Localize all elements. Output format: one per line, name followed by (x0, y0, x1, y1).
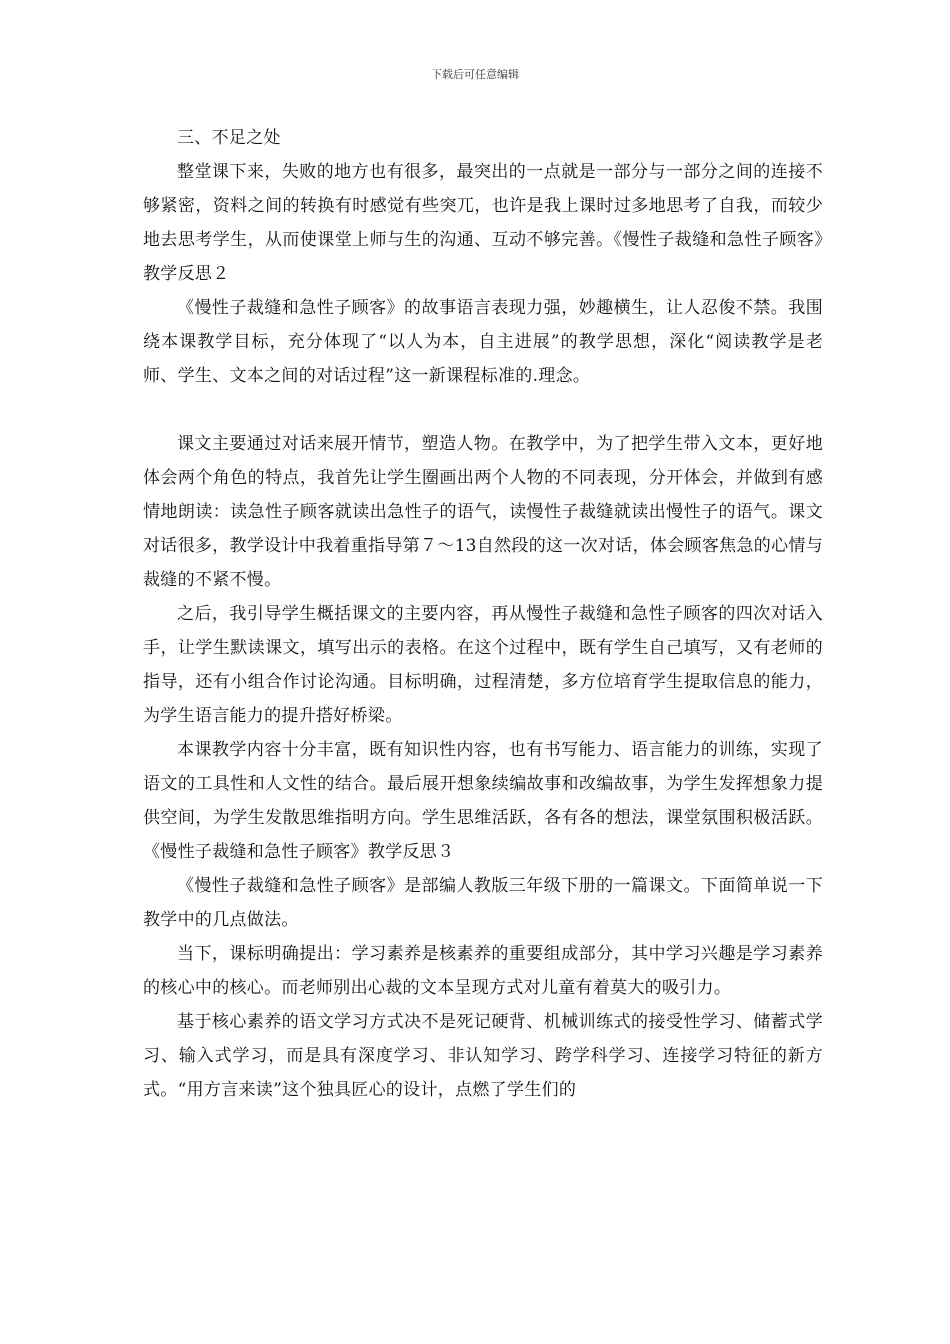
paragraph: 基于核心素养的语文学习方式决不是死记硬背、机械训练式的接受性学习、储蓄式学习、输入式学习，而是具有深度学习、非认知学习、跨学科学习、连接学习特征的新方式。“用方言来读”这个独具匠心的设计，点燃了学生们的 (143, 1012, 823, 1100)
page-header: 下载后可任意编辑 (431, 68, 519, 81)
paragraph: 之后，我引导学生概括课文的主要内容，再从慢性子裁缝和急性子顾客的四次对话入手，让学生默读课文，填写出示的表格。在这个过程中，既有学生自己填写，又有老师的指导，还有小组合作讨论沟通。目标明确，过程清楚，多方位培育学生提取信息的能力，为学生语言能力的提升搭好桥梁。 (143, 604, 823, 726)
paragraph: 本课教学内容十分丰富，既有知识性内容，也有书写能力、语言能力的训练，实现了语文的工具性和人文性的结合。最后展开想象续编故事和改编故事，为学生发挥想象力提供空间，为学生发散思维指明方向。学生思维活跃，各有各的想法，课堂氛围积极活跃。《慢性子裁缝和急性子顾客》教学反思３ (143, 740, 823, 862)
paragraph: 《慢性子裁缝和急性子顾客》是部编人教版三年级下册的一篇课文。下面简单说一下教学中的几点做法。 (143, 876, 823, 930)
paragraph: 课文主要通过对话来展开情节，塑造人物。在教学中，为了把学生带入文本，更好地体会两个角色的特点，我首先让学生圈画出两个人物的不同表现，分开体会，并做到有感情地朗读：读急性子顾客就读出急性子的语气，读慢性子裁缝就读出慢性子的语气。课文对话很多，教学设计中我着重指导第７～13自然段的这一次对话，体会顾客焦急的心情与裁缝的不紧不慢。 (143, 434, 823, 590)
paragraph: 整堂课下来，失败的地方也有很多，最突出的一点就是一部分与一部分之间的连接不够紧密，资料之间的转换有时感觉有些突兀，也许是我上课时过多地思考了自我，而较少地去思考学生，从而使课堂上师与生的沟通、互动不够完善。《慢性子裁缝和急性子顾客》教学反思２ (143, 162, 823, 284)
paragraph-gap (143, 393, 823, 427)
document-body (143, 121, 823, 1107)
paragraph: 《慢性子裁缝和急性子顾客》的故事语言表现力强，妙趣横生，让人忍俊不禁。我围绕本课教学目标，充分体现了“以人为本，自主进展”的教学思想，深化“阅读教学是老师、学生、文本之间的对话过程”这一新课程标准的.理念。 (143, 298, 823, 386)
paragraph: 当下，课标明确提出：学习素养是核素养的重要组成部分，其中学习兴趣是学习素养的核心中的核心。而老师别出心裁的文本呈现方式对儿童有着莫大的吸引力。 (143, 944, 823, 998)
section-heading: 三、不足之处 (177, 128, 281, 148)
